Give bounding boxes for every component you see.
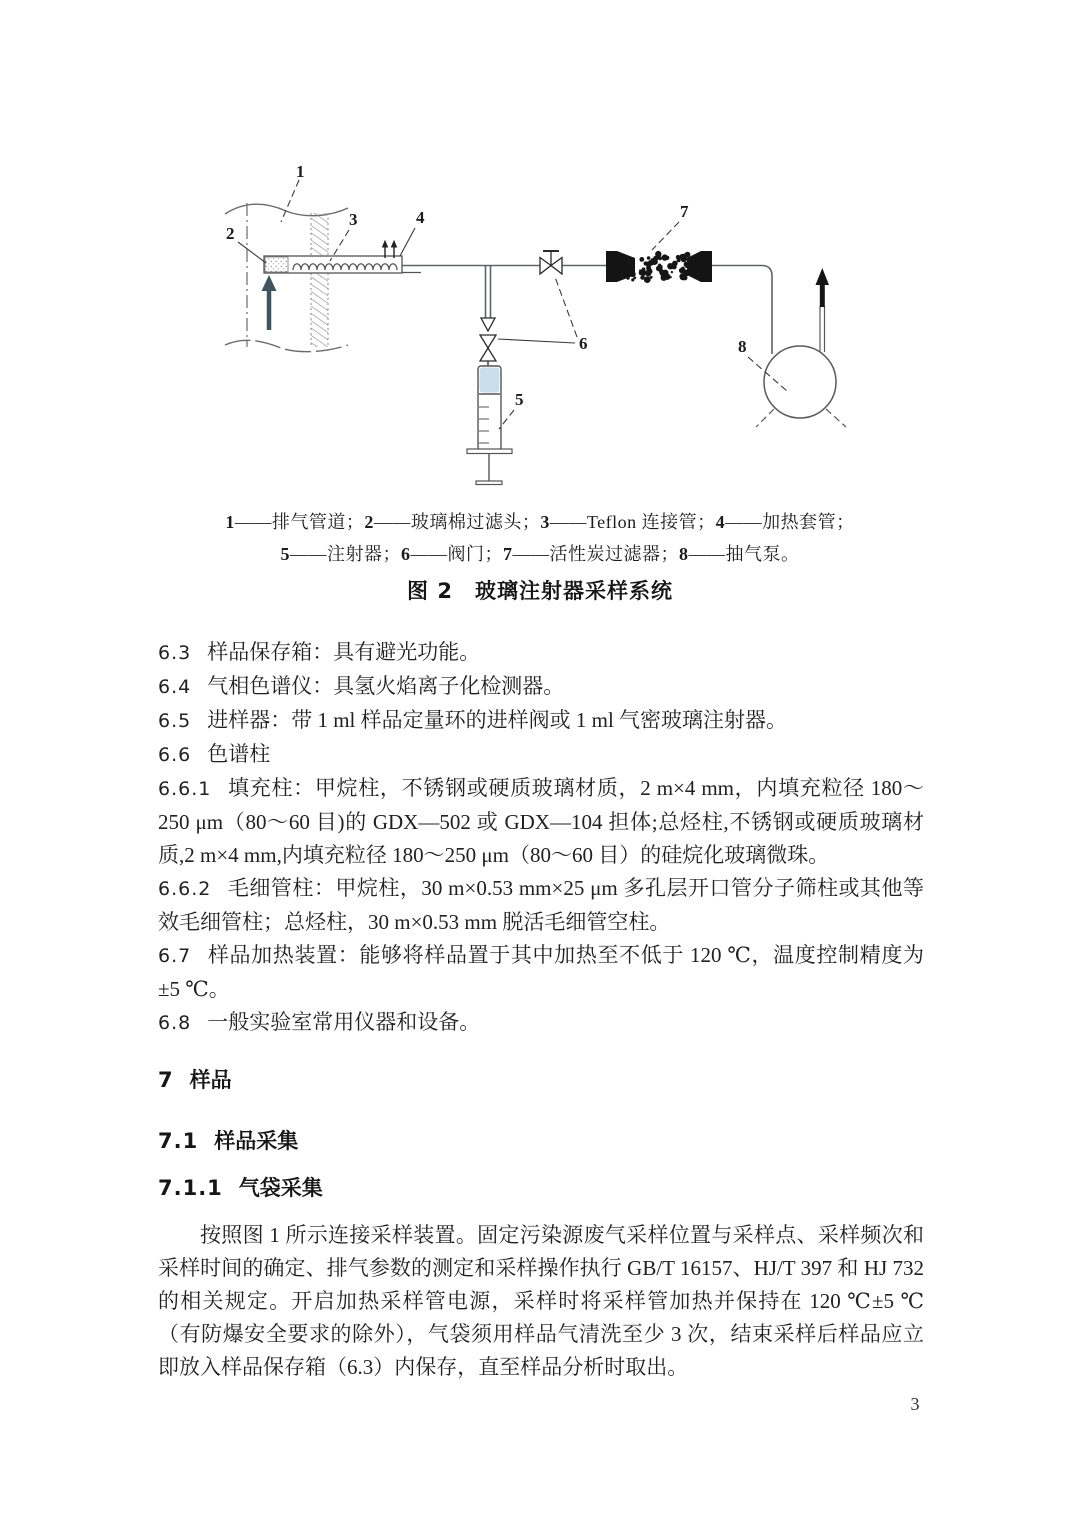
figure-callout-2: 2 [226, 224, 235, 243]
figure-caption [0, 506, 1080, 605]
clause-6-5 [158, 704, 924, 738]
figure-2-diagram [0, 0, 1080, 505]
valve-horizontal [540, 251, 562, 274]
sampling-probe [264, 241, 421, 273]
key-num: 8 [679, 544, 689, 564]
page-number: 3 [910, 1394, 920, 1414]
clause-6-3 [158, 636, 924, 670]
key-num: 3 [540, 512, 550, 532]
clause-number: 6.3 [158, 642, 192, 664]
figure-callout-1: 1 [296, 162, 305, 181]
duct-wall-hatch-top [311, 213, 328, 255]
clause-6-6-1 [158, 772, 924, 872]
heading-text: 样品 [189, 1068, 232, 1092]
key-text: ——抽气泵。 [688, 544, 800, 564]
key-text: ——Teflon 连接管； [549, 512, 716, 532]
heading-7-1-1 [158, 1172, 924, 1205]
clause-text: 样品加热装置：能够将样品置于其中加热至不低于 120 ℃，温度控制精度为±5 ℃。 [158, 943, 924, 1001]
key-text: ——加热套管； [725, 512, 855, 532]
clause-number: 6.8 [158, 1012, 192, 1034]
clause-number: 6.6.2 [158, 878, 212, 900]
clause-text: 样品保存箱：具有避光功能。 [207, 640, 481, 664]
clause-text: 进样器：带 1 ml 样品定量环的进样阀或 1 ml 气密玻璃注射器。 [207, 708, 788, 732]
clause-number: 6.4 [158, 676, 192, 698]
carbon-granules [626, 251, 690, 283]
key-num: 4 [715, 512, 726, 532]
clause-text: 填充柱：甲烷柱，不锈钢或硬质玻璃材质，2 m×4 mm，内填充粒径 180～250 μm（80～60 目)的 GDX—502 或 GDX—104 担体;总烃柱,不锈钢或硬质玻璃材质,2 m×4 mm,内填充粒径 180～250 μm（80～60 目）的硅烷化玻璃微珠。 [158, 776, 924, 867]
glass-wool-filter-head [265, 257, 288, 272]
duct-wall-hatch-bottom [311, 274, 328, 347]
valve-vertical [480, 318, 496, 367]
key-text: ——活性炭过滤器； [512, 544, 679, 564]
syringe-flange [467, 449, 512, 454]
clause-number: 6.5 [158, 710, 192, 732]
pump-leg-left [756, 409, 774, 427]
air-pump [756, 268, 846, 427]
key-text: ——注射器； [290, 544, 401, 564]
clause-number: 6.6 [158, 744, 192, 766]
figure-callout-4: 4 [416, 208, 425, 227]
key-num: 7 [503, 544, 513, 564]
figure-title: 图 2 玻璃注射器采样系统 [407, 579, 673, 603]
heading-7-1 [158, 1125, 924, 1158]
document-body [158, 636, 924, 1384]
clause-6-6 [158, 738, 924, 772]
paragraph-7-1-1: 按照图 1 所示连接采样装置。固定污染源废气采样位置与采样点、采样频次和采样时间的确定、排气参数的测定和采样操作执行 GB/T 16157、HJ/T 397 和 HJ 732 的相关规定。开启加热采样管电源，采样时将采样管加热并保持在 120 ℃±5 ℃（有防爆安全要求的除外），气袋须用样品气清洗至少 3 次，结束采样后样品应立即放入样品保存箱（6.3）内保存，直至样品分析时取出。 [158, 1223, 924, 1379]
duct-bottom-wall-line [225, 340, 348, 351]
figure-key-line-2 [0, 538, 1080, 570]
clause-number: 6.7 [158, 945, 192, 967]
figure-callout-5: 5 [515, 390, 524, 409]
heading-number: 7 [158, 1068, 174, 1092]
key-text: ——排气管道； [234, 512, 365, 532]
heading-number: 7.1 [158, 1129, 199, 1153]
heading-text: 样品采集 [214, 1129, 299, 1153]
clause-text: 一般实验室常用仪器和设备。 [207, 1010, 481, 1034]
key-num: 6 [401, 544, 411, 564]
activated-carbon-filter [606, 251, 712, 283]
clause-number: 6.6.1 [158, 778, 212, 800]
exhaust-duct [225, 203, 348, 352]
syringe [467, 366, 512, 485]
figure-callout-7: 7 [680, 202, 689, 221]
gas-flow-arrow [262, 275, 277, 330]
pump-exhaust-arrowhead [816, 268, 830, 285]
clause-6-4 [158, 670, 924, 704]
heading-number: 7.1.1 [158, 1176, 223, 1200]
clause-text: 色谱柱 [207, 742, 271, 766]
figure-key-line-1 [0, 506, 1080, 538]
key-text: ——玻璃棉过滤头； [373, 512, 541, 532]
figure-callout-8: 8 [738, 337, 747, 356]
duct-top-wall-line [225, 204, 348, 215]
pump-leg-right [826, 409, 846, 427]
clause-text: 毛细管柱：甲烷柱，30 m×0.53 mm×25 μm 多孔层开口管分子筛柱或其他等效毛细管柱；总烃柱，30 m×0.53 mm 脱活毛细管空柱。 [158, 876, 924, 934]
key-num: 5 [280, 544, 290, 564]
key-num: 1 [225, 512, 235, 532]
figure-callout-3: 3 [349, 210, 358, 229]
syringe-sample-fluid [480, 368, 500, 393]
clause-6-8 [158, 1006, 924, 1040]
heading-7 [158, 1064, 924, 1097]
clause-6-7 [158, 939, 924, 1006]
clause-text: 气相色谱仪：具氢火焰离子化检测器。 [207, 674, 565, 698]
figure-callout-6: 6 [579, 334, 588, 353]
syringe-plunger-handle [476, 481, 502, 485]
pump-body [764, 346, 836, 418]
heading-text: 气袋采集 [238, 1176, 323, 1200]
key-num: 2 [364, 512, 374, 532]
key-text: ——阀门； [410, 544, 503, 564]
clause-6-6-2 [158, 872, 924, 939]
